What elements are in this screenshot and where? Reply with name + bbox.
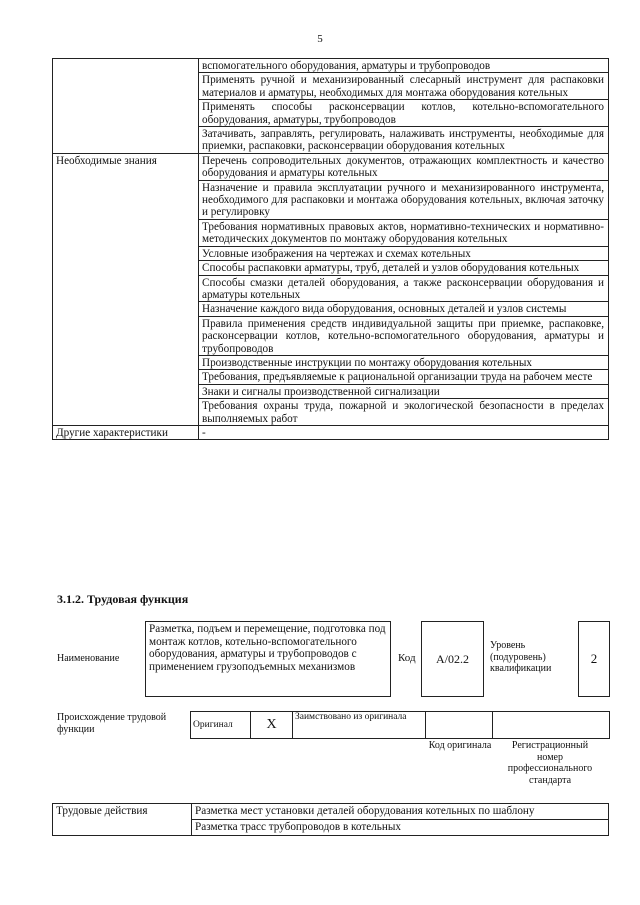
- knowledge-cell: Производственные инструкции по монтажу оборудования котельных: [199, 355, 609, 369]
- knowledge-cell: Условные изображения на чертежах и схемах котельных: [199, 246, 609, 260]
- registration-caption: Регистрационный номер профессионального стандарта: [507, 740, 593, 786]
- knowledge-label: Необходимые знания: [53, 153, 199, 425]
- knowledge-cell: Назначение каждого вида оборудования, основных деталей и узлов системы: [199, 302, 609, 316]
- table-row: [191, 712, 610, 739]
- function-name-value: Разметка, подъем и перемещение, подготовка под монтаж котлов, котельно-вспомогательного оборудования, арматуры и трубопроводов с применением грузоподъемных механизмов: [145, 621, 391, 697]
- knowledge-cell: Требования нормативных правовых актов, нормативно-технических и нормативно-методических документов по монтажу оборудования котельных: [199, 219, 609, 246]
- knowledge-cell: Требования охраны труда, пожарной и экологической безопасности в пределах выполняемых работ: [199, 399, 609, 426]
- knowledge-cell: Знаки и сигналы производственной сигнализации: [199, 384, 609, 398]
- page-number: 5: [317, 33, 323, 45]
- registration-number-cell: [493, 712, 610, 739]
- original-code-cell: [426, 712, 493, 739]
- function-name-label: Наименование: [57, 653, 120, 664]
- actions-table: [52, 803, 609, 836]
- original-label: Оригинал: [191, 712, 251, 739]
- other-characteristics-label: Другие характеристики: [53, 425, 199, 439]
- knowledge-cell: Правила применения средств индивидуальной защиты при приемке, распаковке, расконсервации котлов, котельно-вспомогательного оборудования, арматуры и трубопроводов: [199, 316, 609, 355]
- borrowed-label: Заимствовано из оригинала: [293, 712, 426, 739]
- knowledge-cell: Способы смазки деталей оборудования, а также расконсервации оборудования и арматуры котельных: [199, 275, 609, 302]
- knowledge-skills-table: [52, 58, 609, 440]
- skill-cell: вспомогательного оборудования, арматуры и трубопроводов: [199, 59, 609, 73]
- origin-label: Происхождение трудовой функции: [57, 712, 167, 735]
- code-value: A/02.2: [421, 621, 484, 697]
- code-caption: Код оригинала: [428, 740, 492, 751]
- table-row: [53, 59, 609, 73]
- table-row: [53, 425, 609, 439]
- table-row: [53, 804, 609, 820]
- actions-label: Трудовые действия: [53, 804, 192, 836]
- skills-label-cell: [53, 59, 199, 154]
- level-value: 2: [578, 621, 610, 697]
- origin-table: [190, 711, 610, 739]
- skill-cell: Применять способы расконсервации котлов, котельно-вспомогательного оборудования, арматуры, трубопроводов: [199, 100, 609, 127]
- knowledge-cell: Способы распаковки арматуры, труб, деталей и узлов оборудования котельных: [199, 261, 609, 275]
- table-row: [53, 153, 609, 180]
- code-label: Код: [398, 652, 416, 664]
- action-cell: Разметка мест установки деталей оборудования котельных по шаблону: [192, 804, 609, 820]
- action-cell: Разметка трасс трубопроводов в котельных: [192, 820, 609, 836]
- other-characteristics-value: -: [199, 425, 609, 439]
- skill-cell: Применять ручной и механизированный слесарный инструмент для распаковки материалов и арматуры, необходимых для монтажа оборудования котельных: [199, 73, 609, 100]
- level-label: Уровень (подуровень) квалификации: [490, 640, 552, 674]
- section-title: 3.1.2. Трудовая функция: [57, 592, 189, 606]
- knowledge-cell: Перечень сопроводительных документов, отражающих комплектность и качество оборудования и арматуры котельных: [199, 153, 609, 180]
- skill-cell: Затачивать, заправлять, регулировать, налаживать инструменты, необходимые для приемки, распаковки, расконсервации оборудования котельных: [199, 127, 609, 154]
- knowledge-cell: Требования, предъявляемые к рациональной организации труда на рабочем месте: [199, 370, 609, 384]
- knowledge-cell: Назначение и правила эксплуатации ручного и механизированного инструмента, необходимого для распаковки и монтажа оборудования котельных, включая заточку и регулировку: [199, 180, 609, 219]
- original-mark: X: [251, 712, 293, 739]
